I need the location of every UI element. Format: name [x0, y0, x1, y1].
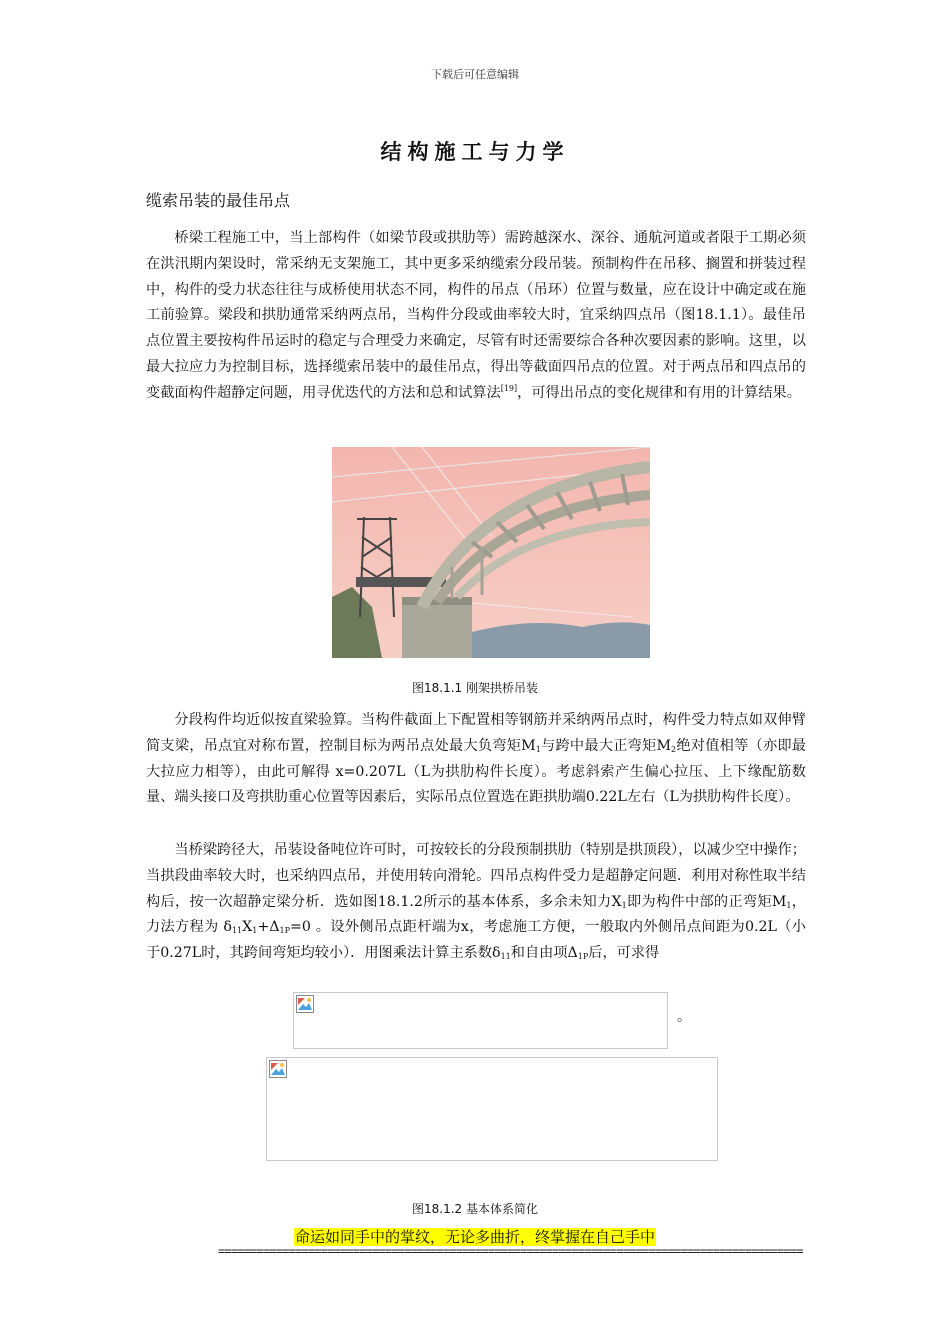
document-title: 结构施工与力学	[380, 139, 570, 164]
paragraph-1-text: 桥梁工程施工中，当上部构件（如梁节段或拱肋等）需跨越深水、深谷、通航河道或者限于工期必须在洪汛期内架设时，常采纳无支架施工，其中更多采纳缆索分段吊装。预制构件在吊移、搁置和拼装过程中，构件的受力状态往往与成桥使用状态不同，构件的吊点（吊环）位置与数量，应在设计中确定或在施工前验算。梁段和拱肋通常采纳两点吊，当构件分段或曲率较大时，宜采纳四点吊（图18.1.1）。最佳吊点位置主要按构件吊运时的稳定与合理受力来确定，尽管有时还需要综合各种次要因素的影响。这里，以最大拉应力为控制目标，选择缆索吊装中的最佳吊点，得出等截面四吊点的位置。对于两点吊和四点吊的变截面构件超静定问题，用寻优迭代的方法和总和试算法	[146, 230, 806, 401]
highlighted-motto: 命运如同手中的掌纹，无论多曲折，终掌握在自己手中	[294, 1228, 655, 1246]
paragraph-3-text: 后，可求得	[588, 945, 660, 962]
subscript: 1P	[577, 952, 589, 962]
formula-period: 。	[677, 1009, 691, 1025]
paragraph-1-text-end: ，可得出吊点的变化规律和有用的计算结果。	[517, 384, 801, 401]
figure-2-caption: 图18.1.2 基本体系简化	[412, 1202, 538, 1216]
broken-image-icon	[296, 995, 314, 1013]
paragraph-3-text: =0 。设外侧吊点距杆端为x，考虑施工方便，一般取内外侧吊点间距为0.2L（小于0.27L时，其跨间弯矩均较小）．用图乘法计算主系数δ	[146, 919, 806, 962]
paragraph-3-text: ，力法方程为 δ	[146, 893, 806, 936]
formula-image-placeholder	[293, 992, 668, 1049]
paragraph-3	[146, 838, 806, 967]
paragraph-2-text: 与跨中最大正弯矩M	[540, 737, 672, 754]
paragraph-2-text: 分段构件均近似按直梁验算。当构件截面上下配置相等钢筋并采纳两吊点时，构件受力特点如双伸臂简支梁，吊点宜对称布置，控制目标为两吊点处最大负弯矩M	[146, 712, 806, 754]
paragraph-2	[146, 708, 806, 811]
subscript: 11	[231, 926, 243, 936]
subscript: 1	[535, 744, 541, 754]
subscript: 2	[671, 744, 677, 754]
paragraph-3-text: 和自由项Δ	[510, 945, 578, 962]
subscript: 1	[621, 900, 627, 910]
reference-mark: [19]	[500, 383, 518, 393]
paragraph-3-text: 即为构件中部的正弯矩M	[626, 893, 787, 910]
paragraph-3-text: 当桥梁跨径大，吊装设备吨位许可时，可按较长的分段预制拱肋（特别是拱顶段），以减少空中操作；当拱段曲率较大时，也采纳四点吊，并使用转向滑轮。四吊点构件受力是超静定问题．利用对称性取半结构后，按一次超静定梁分析．选如图18.1.2所示的基本体系，多余未知力X	[146, 842, 806, 910]
figure-2-image-placeholder	[266, 1057, 718, 1161]
bridge-photo	[332, 447, 650, 658]
subscript: 1P	[279, 926, 290, 936]
bridge-photo-icon	[332, 447, 650, 658]
paragraph-3-text: X	[242, 919, 253, 936]
figure-1-caption: 图18.1.1 刚架拱桥吊装	[412, 681, 538, 695]
footer-rule: ===========================================================================================	[218, 1244, 803, 1258]
subscript: 1	[786, 900, 792, 910]
page-header: 下载后可任意编辑	[431, 68, 519, 81]
paragraph-1	[146, 226, 806, 407]
subscript: 11	[500, 952, 511, 962]
subscript: 1	[252, 926, 258, 936]
paragraph-3-text: +Δ	[257, 919, 280, 936]
broken-image-icon	[269, 1060, 287, 1078]
paragraph-2-text: 绝对值相等（亦即最大拉应力相等），由此可解得 x=0.207L（L为拱肋构件长度）。考虑斜索产生偏心拉压、上下缘配筋数量、端头接口及弯拱肋重心位置等因素后，实际吊点位置选在距拱肋端0.22L左右（L为拱肋构件长度）。	[146, 737, 806, 806]
section-heading: 缆索吊装的最佳吊点	[146, 191, 291, 210]
